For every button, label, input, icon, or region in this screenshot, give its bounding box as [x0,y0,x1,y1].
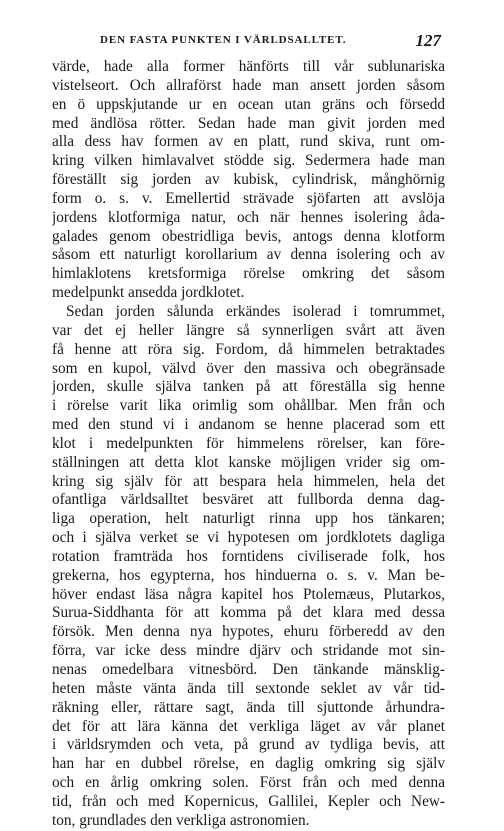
text-line: klot i medelpunkten för himmelens rörelser, kan före- [52,434,445,452]
text-line: i rörelse varit lika orimlig som ohållbar. Men från och [52,397,445,415]
text-line: och i själva verket se vi hypotesen om jordklotets dagliga [52,529,445,547]
text-line: kring sig själv för att bespara hela himmelen, hela det [52,472,445,490]
page-number: 127 [415,31,441,50]
text-line: räkning eller, rättare sagt, ända till sjuttonde århundra- [52,698,445,716]
text-line: ofantliga världsalltet besväret att fullborda denna dag- [52,491,445,509]
text-line: med den stund vi i andanom se henne placerad som ett [52,416,445,434]
text-line: vistelseort. Och allraförst hade man ansett jorden såsom [52,76,445,94]
text-line: höver endast läsa några kapitel hos Ptolemæus, Plutarkos, [52,585,445,603]
paragraph-last-line: medelpunkt ansedda jordklotet. [52,284,245,302]
text-line: i världsrymden och veta, på grund av tydliga bevis, att [52,736,445,754]
text-line: tid, från och med Kopernicus, Gallilei, Kepler och New- [52,792,445,810]
text-line: heten måste vänta ända till sextonde seklet av vår tid- [52,679,445,697]
text-line: försök. Men denna nya hypotes, ehuru förberedd av den [52,623,445,641]
paragraph-first-line: Sedan jorden sålunda erkändes isolerad i tomrummet, [66,302,445,320]
text-line: ställningen att detta klot kanske möjligen vrider sig om- [52,453,445,471]
text-line: liga operation, helt naturligt rinna upp hos tänkaren; [52,510,445,528]
text-line: galades genom obestridliga bevis, antogs denna klotform [52,227,445,245]
text-line: himlaklotens kretsformiga rörelse omkring det såsom [52,265,445,283]
text-line: med ändlösa rötter. Sedan hade man givit jorden med [52,114,445,132]
text-line: nenas omedelbara vitnesbörd. Den tänkande mänsklig- [52,661,445,678]
text-line: jordens klotformiga natur, och när hennes isolering åda- [52,208,445,226]
text-line: som en kupol, välvd över den massiva och obegränsade [52,359,445,377]
text-line: han har en dubbel rörelse, en daglig omkring sig själv [52,755,445,773]
text-line: grekerna, hos egypterna, hos hinduerna o. s. v. Man be- [52,566,445,584]
text-line: form o. s. v. Emellertid strävade sjöfarten att avslöja [52,189,445,207]
page-header [53,31,445,53]
text-line: alla dess hav formen av en platt, rund skiva, runt om- [52,133,445,151]
text-line: och en årlig omkring solen. Först från och med denna [52,774,445,792]
text-line: förra, var icke dess mindre djärv och stridande mot sin- [52,642,445,660]
text-line: föreställt sig jorden av kubisk, cylindrisk, månghörnig [52,171,445,189]
text-line: såsom ett naturligt korollarium av denna isolering och av [52,246,445,264]
text-line: en ö uppskjutande ur en ocean utan gräns och försedd [52,95,445,113]
text-line: det för att lära känna det verkliga läget av vår planet [52,717,445,735]
text-line: var det ej heller längre så synnerligen svårt att även [52,321,445,339]
text-line: kring vilken himlavalvet stödde sig. Sedermera hade man [52,152,445,170]
text-line: få henne att röra sig. Fordom, då himmelen betraktades [52,340,445,358]
text-line: Surua-Siddhanta för att komma på det klara med dessa [52,604,445,622]
running-title: DEN FASTA PUNKTEN I VÄRLDSALLTET. [100,34,347,46]
text-line: värde, hade alla former hänförts till vår sublunariska [52,58,445,75]
paragraph-last-line: ton, grundlades den verkliga astronomien. [52,811,310,829]
body-text [52,58,445,831]
text-line: jorden, skulle själva tanken på att föreställa sig henne [52,378,445,396]
text-line: rotation framträda hos forntidens civiliserade folk, hos [52,547,445,565]
